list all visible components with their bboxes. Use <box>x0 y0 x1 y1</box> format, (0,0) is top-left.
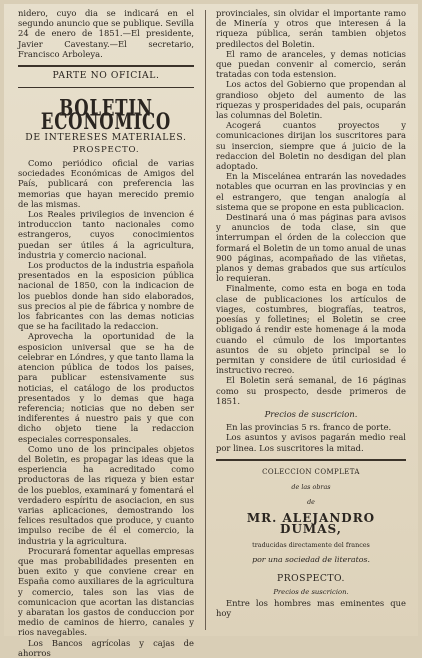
left-column <box>18 8 194 658</box>
precio-line: Los asuntos y avisos pagarán medio real por linea. Los suscritores la mitad. <box>216 432 406 453</box>
masthead-subtitle: DE INTERESES MATERIALES. <box>25 131 187 143</box>
paragraph: Los actos del Gobierno que propendan al grandioso objeto del aumento de las riquezas y prosperidades del pais, ocuparán las columnas del Boletin. <box>216 79 406 121</box>
paragraph: provinciales, sin olvidar el importante ramo de Minería y otros que interesen á la riqueza pública, serán tambien objetos predilectos del Boletin. <box>216 8 406 49</box>
paragraph: Aprovecha la oportunidad de la esposicion universal que se ha de celebrar en Lóndres, y que tanto llama la atencion pública de todos los paises, para publicar estensivamente sus noticias, el catálogo de los productos presentados y lo demas que haga referencia; noticias que no deben ser indiferentes á nuestro pais y que con dicho objeto tiene la redaccion especiales corresponsales. <box>18 331 194 444</box>
paragraph: Como periódico oficial de varias sociedades Económicas de Amigos del País, publicará con preferencia las memorias que hayan merecido premio de las mismas. <box>18 158 194 209</box>
final-line: Entre los hombres mas eminentes que hoy <box>216 597 406 618</box>
column-divider <box>205 10 206 630</box>
society-note: por una sociedad de literatos. <box>252 554 370 564</box>
paragraph: Los Bancos agrícolas y cajas de ahorros <box>18 637 194 658</box>
right-column <box>216 8 406 618</box>
masthead-title: BOLETIN ECONOMICO <box>40 95 172 135</box>
paragraph: Los Reales privilegios de invencion é introduccion tanto nacionales como estrangeros, cuyos conocimientos puedan ser útiles á la agricultura, industria y comercio nacional. <box>18 209 194 260</box>
precios-heading: Precios de suscricion. <box>264 408 358 419</box>
section-title: PARTE NO OFICIAL. <box>52 70 160 82</box>
paragraph: Procurará fomentar aquellas empresas que mas probabilidades presenten en buen exito y que conviene crear en España como auxiliares de la agricultura y comercio, tales son las vias de comunicacion que acortan las distancias y abaratan los gastos de conduccion por medio de caminos de hierro, canales y rios navegables. <box>18 545 194 638</box>
prospecto-heading: PROSPECTO. <box>72 144 140 155</box>
paragraph: El Boletin será semanal, de 16 páginas como su prospecto, desde primeros de 1851. <box>216 375 406 406</box>
section-rule-top <box>18 65 194 67</box>
paragraph: Finalmente, como esta en boga en toda clase de publicaciones los artículos de viages, costumbres, biografías, teatros, poesías y folletines; el Boletin se cree obligado á rendir este homenage á la moda cuando el cúmulo de los importantes asuntos de su objeto principal se lo permitan y considere de útil curiosidad é instructivo recreo. <box>216 283 406 376</box>
paragraph: Los productos de la industria española presentados en la esposicion pública nacional de 1850, con la indicacion de los pueblos donde han sido elaborados, sus precios al pie de fábrica y nombre de los fabricantes con las demas noticias que se ha facilitado la redaccion. <box>18 260 194 332</box>
author-name: MR. ALEJANDRO DUMAS, <box>246 511 376 536</box>
precio-line: En las provincias 5 rs. franco de porte. <box>226 422 392 433</box>
paragraph: En la Miscelánea entrarán las novedades notables que ocurran en las provincias y en el estrangero, que tengan analogía al sistema que se propone en esta publicacion. <box>216 171 406 212</box>
translation-note: traducidas directamente del frances <box>252 540 370 549</box>
section-rule-bottom <box>18 87 194 88</box>
newspaper-page <box>4 4 418 658</box>
prospecto-subheading: Precios de suscricion. <box>273 588 349 597</box>
coleccion-prep: de <box>307 498 315 507</box>
prospecto-heading-2: PROSPECTO. <box>277 573 345 585</box>
intro-paragraph: nidero, cuyo dia se indicará en el segundo anuncio que se publique. Sevilla 24 de enero de 1851.—El presidente, Javier Cavestany.—El secretario, Francisco Arboleya. <box>18 8 194 59</box>
ad-rule-top <box>216 459 406 461</box>
coleccion-title: COLECCION COMPLETA <box>262 467 360 476</box>
coleccion-sub: de las obras <box>291 482 331 491</box>
paragraph: Como uno de los principales objetos del Boletin, es propagar las ideas que la esperiencia ha acreditado como productoras de las riqueza y bien estar de los pueblos, examinará y fomentará el verdadero espíritu de asociacion, en sus varias aplicaciones, demostrando los felices resultados que produce, y cuanto impulso recibe de él el comercio, la industria y la agricultura. <box>18 443 194 546</box>
paragraph: Acogerá cuantos proyectos y comunicaciones dirijan los suscritores para su insercion, siempre que á juicio de la redaccion del Boletin no desdigan del plan adoptado. <box>216 120 406 172</box>
paragraph: El ramo de aranceles, y demas noticias que puedan convenir al comercio, serán tratadas con toda estension. <box>216 48 406 80</box>
paragraph: Destinará una ó mas páginas para avisos y anuncios de toda clase, sin que interrumpan el órden de la coleccion que formará el Boletin de un tomo anual de unas 900 páginas, acompañado de las viñetas, planos y demas grabados que sus artículos lo requieran. <box>216 212 406 284</box>
